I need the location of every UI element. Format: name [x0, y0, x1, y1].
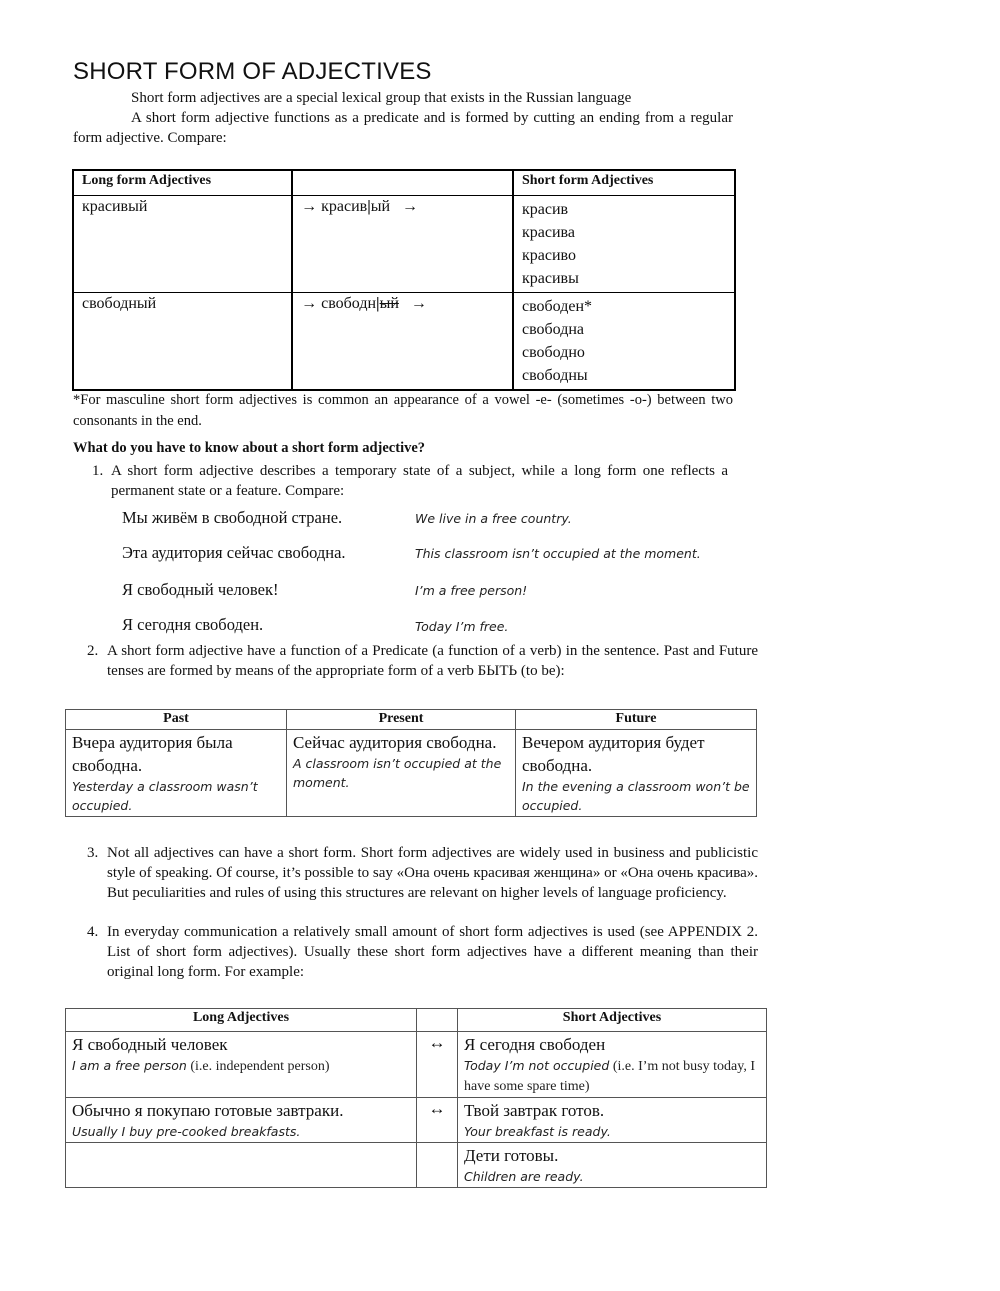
- table-row: [73, 293, 735, 391]
- point-2: 2. A short form adjective have a function of a Predicate (a function of a verb) in the sentence. Past and Future tenses are formed by means of the appropriate form of a verb БЫТЬ (to be):: [87, 643, 758, 679]
- short-adjective-cell: Дети готовы. Children are ready.: [458, 1143, 767, 1188]
- arrow-cell: [417, 1143, 458, 1188]
- table-header-transformation: [292, 170, 513, 196]
- list-item: красив: [521, 201, 569, 218]
- table-header-future: Future: [516, 710, 757, 730]
- list-item: свободно: [521, 344, 585, 361]
- bidirectional-arrow-icon: ↔: [417, 1098, 458, 1143]
- example-ru-2: Эта аудитория сейчас свободна.: [122, 543, 346, 562]
- long-adjective-cell: Я свободный человек I am a free person (i.e. independent person): [66, 1032, 417, 1098]
- long-short-meaning-table: [65, 1008, 767, 1188]
- table-row: [66, 730, 757, 817]
- table-row: [73, 196, 735, 293]
- long-form-cell: свободный: [73, 293, 292, 391]
- example-en-3: I’m a free person!: [415, 583, 528, 598]
- point-3: 3. Not all adjectives can have a short form. Short form adjectives are widely used in business and publicistic style of speaking. Of course, it’s possible to say «Она очень красивая женщина» or «Она очень красива». But peculiarities and rules of using this structures are relevant on higher levels of language proficiency.: [87, 845, 758, 901]
- tense-table: [65, 709, 757, 817]
- table-header-short: Short form Adjectives: [513, 170, 735, 196]
- short-form-cell: [513, 293, 735, 391]
- long-form-cell: красивый: [73, 196, 292, 293]
- example-ru-3: Я свободный человек!: [122, 580, 279, 599]
- short-adjective-cell: Я сегодня свободен Today I’m not occupied (i.e. I’m not busy today, I have some spare time): [458, 1032, 767, 1098]
- table-header-present: Present: [287, 710, 516, 730]
- intro-line-2: A short form adjective functions as a predicate and is formed by cutting an ending from a regular form adjective. Compare:: [73, 110, 733, 146]
- table-header-past: Past: [66, 710, 287, 730]
- table-row: [66, 1143, 767, 1188]
- list-item: красивы: [521, 270, 579, 287]
- table-header-short-adjectives: Short Adjectives: [458, 1009, 767, 1032]
- page-title: SHORT FORM OF ADJECTIVES: [73, 58, 432, 85]
- list-item: свободен*: [521, 298, 592, 315]
- long-short-comparison-table: [72, 169, 736, 391]
- example-en-1: We live in a free country.: [415, 511, 572, 526]
- future-cell: Вечером аудитория будет свободна. In the evening a classroom won’t be occupied.: [516, 730, 757, 817]
- example-en-2: This classroom isn’t occupied at the moment.: [415, 546, 701, 561]
- section-question: What do you have to know about a short form adjective?: [73, 440, 426, 456]
- example-ru-4: Я сегодня свободен.: [122, 615, 264, 634]
- bidirectional-arrow-icon: ↔: [417, 1032, 458, 1098]
- short-form-cell: [513, 196, 735, 293]
- point-1: 1. A short form adjective describes a temporary state of a subject, while a long form one reflects a permanent state or a feature. Compare:: [92, 463, 728, 499]
- intro-line-1: Short form adjectives are a special lexical group that exists in the Russian language: [131, 90, 632, 106]
- list-item: свободны: [521, 367, 588, 384]
- intro-paragraph: [73, 88, 733, 148]
- table-row: [66, 1098, 767, 1143]
- present-cell: Сейчас аудитория свободна. A classroom isn’t occupied at the moment.: [287, 730, 516, 817]
- short-adjective-cell: Твой завтрак готов. Your breakfast is ready.: [458, 1098, 767, 1143]
- example-en-4: Today I’m free.: [415, 619, 509, 634]
- list-item: красиво: [521, 247, 576, 264]
- long-adjective-cell: [66, 1143, 417, 1188]
- table-header-long: Long form Adjectives: [73, 170, 292, 196]
- transformation-cell: → свободн|ый →: [292, 293, 513, 391]
- table-header-arrow: [417, 1009, 458, 1032]
- table-header-long-adjectives: Long Adjectives: [66, 1009, 417, 1032]
- table-row: [66, 1032, 767, 1098]
- footnote: *For masculine short form adjectives is common an appearance of a vowel -е- (sometimes -о-) between two consonants in the end.: [73, 392, 733, 429]
- point-4: 4. In everyday communication a relatively small amount of short form adjectives is used (see APPENDIX 2. List of short form adjectives). Usually these short form adjectives have a different meaning than their original long form. For example:: [87, 924, 758, 980]
- past-cell: Вчера аудитория была свободна. Yesterday a classroom wasn’t occupied.: [66, 730, 287, 817]
- long-adjective-cell: Обычно я покупаю готовые завтраки. Usually I buy pre-cooked breakfasts.: [66, 1098, 417, 1143]
- list-item: красива: [521, 224, 575, 241]
- example-ru-1: Мы живём в свободной стране.: [122, 508, 343, 527]
- list-item: свободна: [521, 321, 584, 338]
- transformation-cell: → красив|ый →: [292, 196, 513, 293]
